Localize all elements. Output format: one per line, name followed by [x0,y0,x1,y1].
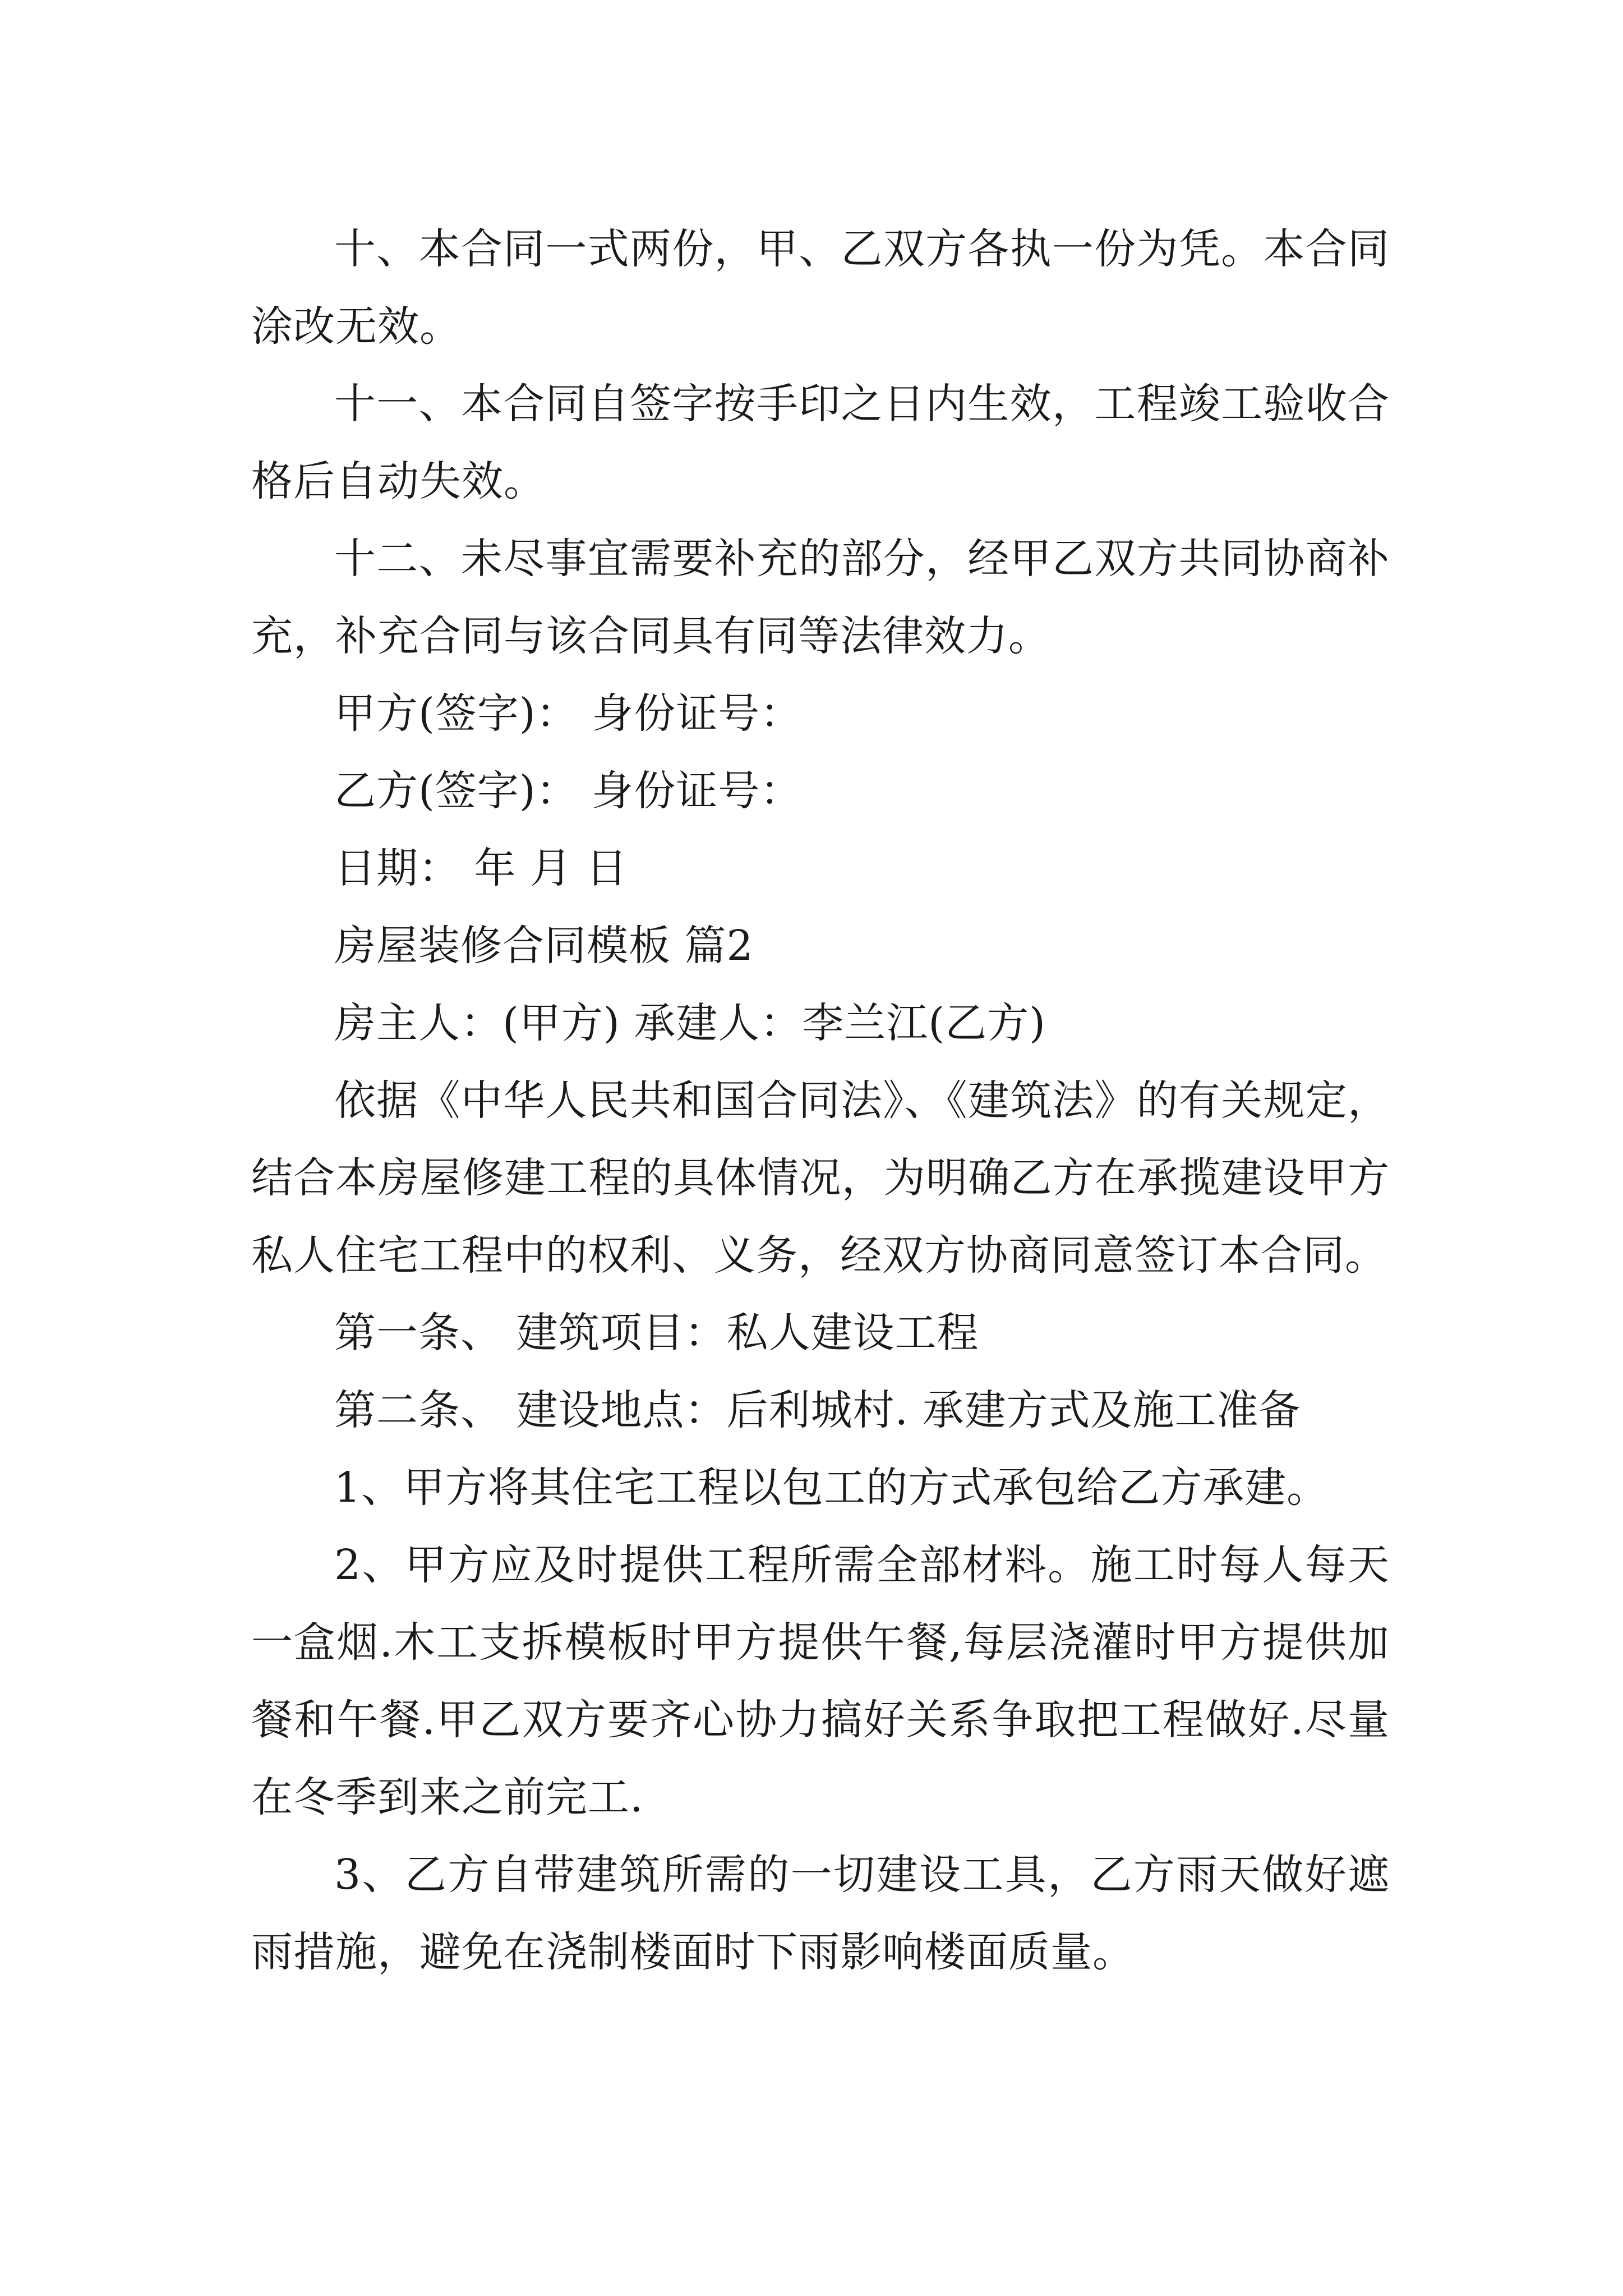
clause-10: 十、本合同一式两份，甲、乙双方各执一份为凭。本合同涂改无效。 [251,225,1390,351]
date-line: 日期： 年 月 日 [334,844,628,892]
clause-11: 十一、本合同自签字按手印之日内生效，工程竣工验收合格后自动失效。 [251,380,1390,505]
article-2: 第二条、 建设地点：后利城村. 承建方式及施工准备 [334,1386,1301,1434]
section-title: 房屋装修合同模板 篇2 [334,922,754,970]
document-body [251,210,1390,1991]
clause-12: 十二、未尽事宜需要补充的部分，经甲乙双方共同协商补充，补充合同与该合同具有同等法律效力。 [251,535,1390,660]
item-2: 2、甲方应及时提供工程所需全部材料。施工时每人每天一盒烟.木工支拆模板时甲方提供午餐,每层浇灌时甲方提供加餐和午餐.甲乙双方要齐心协力搞好关系争取把工程做好.尽量在冬季到来之前完工. [251,1541,1390,1821]
article-1: 第一条、 建筑项目：私人建设工程 [334,1309,979,1357]
parties-line: 房主人：(甲方) 承建人：李兰江(乙方) [334,999,1046,1047]
item-3: 3、乙方自带建筑所需的一切建设工具，乙方雨天做好遮雨措施，避免在浇制楼面时下雨影响楼面质量。 [251,1851,1390,1976]
party-a-signature-line: 甲方(签字)： 身份证号： [334,689,803,738]
preamble: 依据《中华人民共和国合同法》、《建筑法》的有关规定，结合本房屋修建工程的具体情况，为明确乙方在承揽建设甲方私人住宅工程中的权利、义务，经双方协商同意签订本合同。 [251,1076,1390,1280]
party-b-signature-line: 乙方(签字)： 身份证号： [334,767,803,815]
item-1: 1、甲方将其住宅工程以包工的方式承包给乙方承建。 [334,1464,1329,1512]
